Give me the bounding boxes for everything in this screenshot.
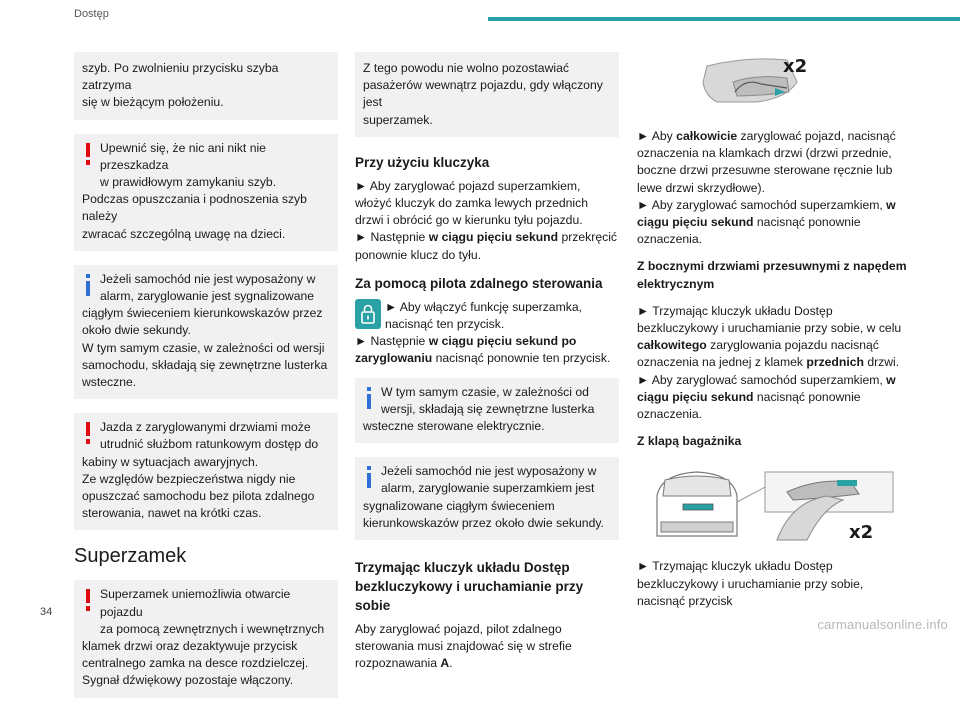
watermark: carmanualsonline.info [817,617,948,632]
header-title: Dostęp [74,8,109,20]
text-line: sygnalizowane ciągłym świeceniem [363,498,555,513]
column-2 [355,52,619,679]
info-box-alarm-superlock [355,457,619,540]
tailgate-illustration [637,466,901,546]
text-line: utrudnić służbom ratunkowym dostęp do [100,437,319,452]
text-line: Ze względów bezpieczeństwa nigdy nie [82,471,296,486]
paragraph: ► Aby włączyć funkcję superzamka, nacisnąć ten przycisk. [385,299,582,332]
door-handle-illustration [637,52,901,118]
paragraph: Aby zaryglować pojazd, pilot zdalnego sterowania musi znajdować się w strefie rozpoznawania A. [355,622,572,671]
paragraph: ► Następnie w ciągu pięciu sekund przekręcić ponownie klucz do tyłu. [355,230,617,262]
paragraph: ► Aby zaryglować pojazd superzamkiem, włożyć kluczyk do zamka lewych przednich drzwi i obrócić go w kierunku tyłu pojazdu. [355,178,589,228]
text-line: za pomocą zewnętrznych i wewnętrznych [100,621,325,636]
paragraph: ► Aby zaryglować samochód superzamkiem, w ciągu pięciu sekund nacisnąć ponownie oznaczenia. [637,372,896,422]
section-heading-superzamek: Superzamek [74,545,187,568]
warning-box-superlock [74,580,338,697]
warning-icon [86,589,90,611]
text-line: Jeżeli samochód nie jest wyposażony w [381,464,597,479]
text-box-windows [74,52,338,120]
info-icon [367,466,371,488]
text-line: wsteczne sterowane elektrycznie. [363,419,545,434]
figure-label: x2 [783,56,808,77]
text-line: kabiny w sytuacjach awaryjnych. [82,454,259,469]
text-line: centralnego zamka na desce rozdzielczej. [82,656,309,671]
subheading-keyless: Trzymając kluczyk układu Dostęp bezkluczykowy i uruchamianie przy sobie [355,560,584,614]
paragraph: ► Aby całkowicie zaryglować pojazd, nacisnąć oznaczenia na klamkach drzwi (drzwi przednie, boczne drzwi przesuwne sterowane ręcznie lub lewe drzwi skrzydłowe). [637,129,896,195]
info-icon [367,387,371,409]
subheading-remote: Za pomocą pilota zdalnego sterowania [355,275,603,291]
text-line: kierunkowskazów przez około dwie sekundy. [363,515,604,530]
text-line: wersji, składają się zewnętrzne lusterka [381,401,595,416]
paragraph: ► Trzymając kluczyk układu Dostęp bezkluczykowy i uruchamianie przy sobie, nacisnąć przycisk [637,559,864,608]
page-number: 34 [40,606,53,618]
warning-box-emergency [74,413,338,530]
subheading-sliding-doors: Z bocznymi drzwiami przesuwnymi z napędem elektrycznym [637,259,907,291]
text-line: samochodu, składają się zewnętrzne lusterka [82,357,328,372]
remote-instruction [355,299,619,333]
text-line: Sygnał dźwiękowy pozostaje włączony. [82,673,294,688]
text-line: Z tego powodu nie wolno pozostawiać [363,61,569,75]
text-line: Podczas opuszczania i podnoszenia szyb należy [82,192,307,224]
text-line: W tym samym czasie, w zależności od [381,384,589,399]
text-line: opuszczać samochodu bez pilota zdalnego [82,489,315,504]
text-line: się w bieżącym położeniu. [82,95,224,110]
text-line: zwracać szczególną uwagę na dzieci. [82,226,286,241]
info-box-alarm [74,265,338,399]
text-line: szyb. Po zwolnieniu przycisku szyba zatrzyma [82,61,279,93]
text-line: alarm, zaryglowanie superzamkiem jest [381,481,595,496]
text-line: pasażerów wewnątrz pojazdu, gdy włączony jest [363,78,603,110]
info-box-mirrors [355,378,619,444]
text-line: klamek drzwi oraz dezaktywuje przycisk [82,639,298,654]
lock-button-icon [355,299,381,329]
header-accent-bar [488,17,960,21]
text-line: Upewnić się, że nic ani nikt nie przeszkadza [100,140,266,172]
warning-icon [86,422,90,444]
figure-label: x2 [849,522,874,544]
column-1 [74,52,338,707]
text-line: W tym samym czasie, w zależności od wersji [82,340,325,355]
text-line: Jazda z zaryglowanymi drzwiami może [100,420,311,435]
text-line: około dwie sekundy. [82,323,191,338]
text-box-passengers [355,52,619,137]
text-line: Jeżeli samochód nie jest wyposażony w [100,271,316,286]
paragraph: ► Trzymając kluczyk układu Dostęp bezkluczykowy i uruchamianie przy sobie, w celu całkowitego zaryglowania pojazdu nacisnąć oznaczenia na jednej z klamek przednich drzwi. [637,303,902,370]
warning-box-windows [74,134,338,251]
warning-icon [86,143,90,165]
text-line: alarm, zaryglowanie jest sygnalizowane [100,289,315,304]
text-line: superzamek. [363,112,433,127]
text-line: w prawidłowym zamykaniu szyb. [100,175,277,190]
text-line: ciągłym świeceniem kierunkowskazów przez [82,306,323,321]
paragraph: ► Aby zaryglować samochód superzamkiem, w ciągu pięciu sekund nacisnąć ponownie oznaczenia. [637,197,896,247]
column-3 [637,52,907,616]
info-icon [86,274,90,296]
text-line: sterowania, nawet na krótki czas. [82,506,262,521]
subheading-tailgate: Z klapą bagażnika [637,434,742,449]
subheading-key: Przy użyciu kluczyka [355,154,490,170]
text-line: wsteczne. [82,375,137,390]
paragraph: ► Następnie w ciągu pięciu sekund po zaryglowaniu nacisnąć ponownie ten przycisk. [355,334,611,366]
text-line: Superzamek uniemożliwia otwarcie pojazdu [100,587,291,619]
